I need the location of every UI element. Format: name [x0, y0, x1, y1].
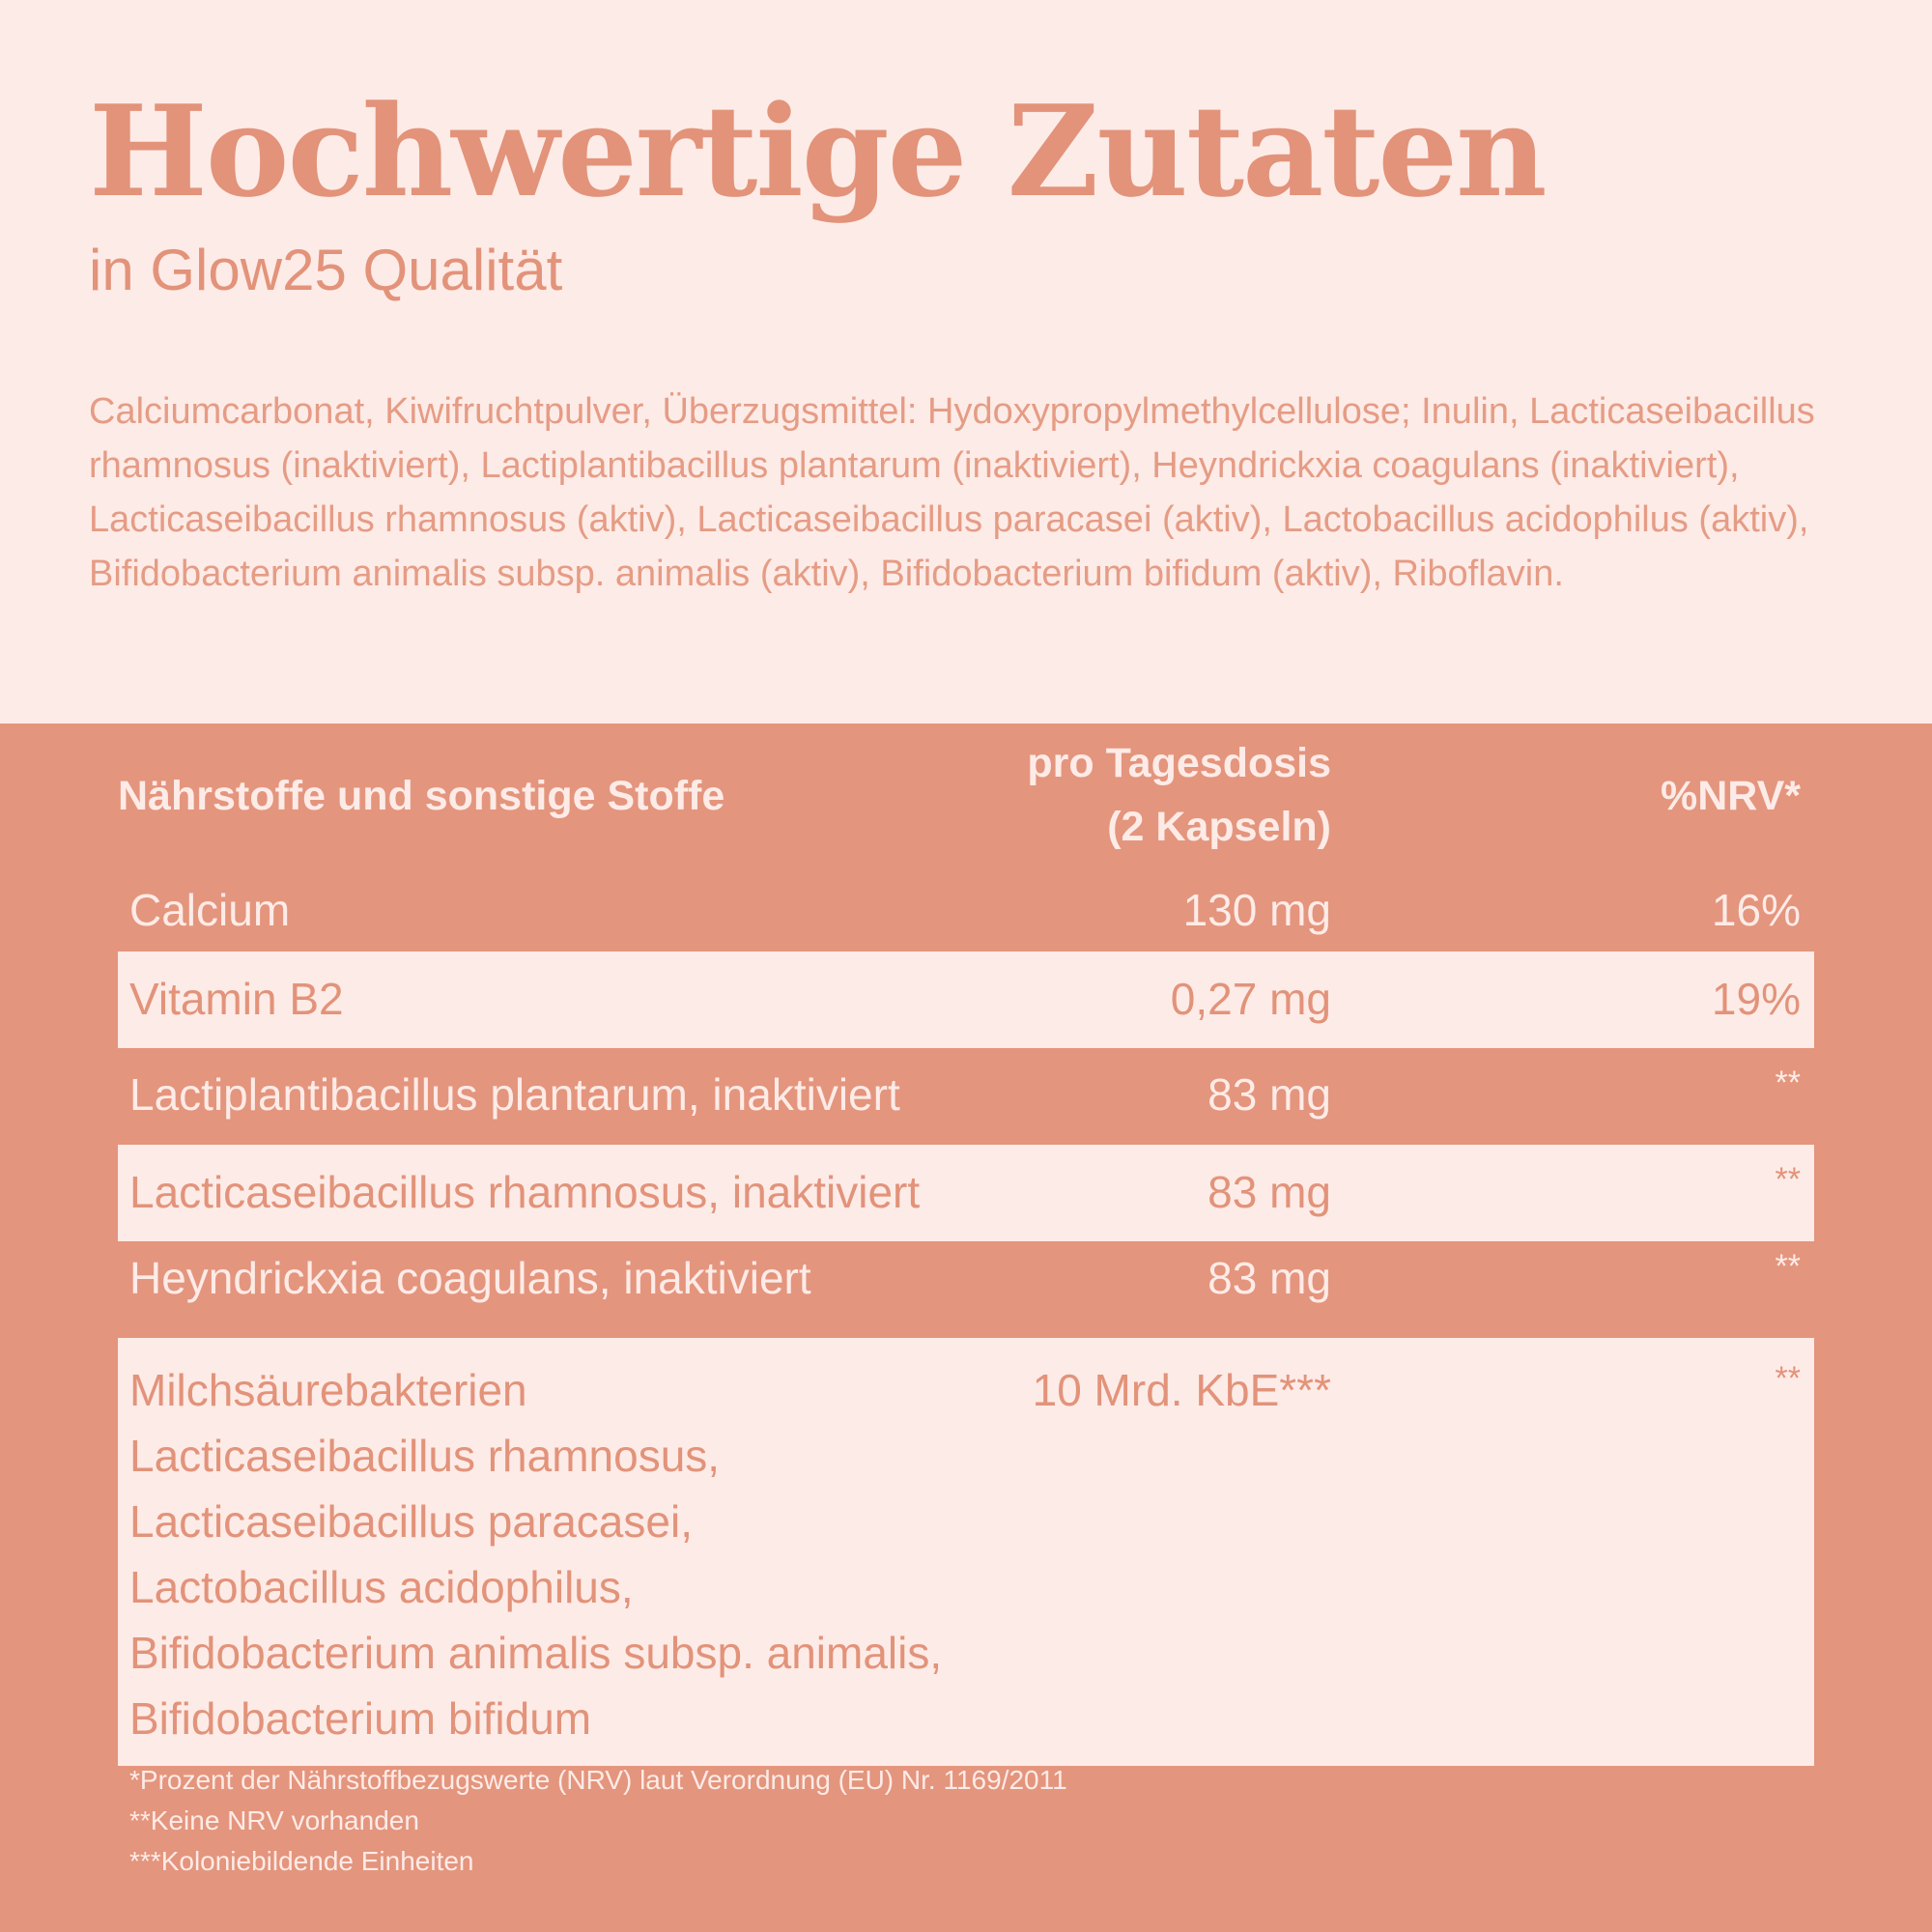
- table-row: [118, 1241, 1814, 1338]
- nutrient-name: Lactiplantibacillus plantarum, inaktiviert: [129, 1069, 900, 1120]
- footnote-no-nrv: **Keine NRV vorhanden: [129, 1805, 419, 1835]
- nutrient-nrv: **: [1775, 1360, 1801, 1397]
- page-subtitle: in Glow25 Qualität: [89, 238, 563, 302]
- footnote-cfu: ***Koloniebildende Einheiten: [129, 1846, 474, 1876]
- nutrient-name-list: [129, 1357, 942, 1751]
- column-header-dose: [1027, 731, 1331, 859]
- nutrient-name-line: Bifidobacterium animalis subsp. animalis,: [129, 1628, 943, 1678]
- nutrient-dose: 0,27 mg: [1170, 974, 1331, 1024]
- column-header-nutrients: Nährstoffe und sonstige Stoffe: [118, 773, 725, 819]
- nutrient-nrv: 16%: [1711, 885, 1801, 935]
- nutrient-name-line: Lacticaseibacillus paracasei,: [129, 1496, 693, 1547]
- nutrient-name-line: Milchsäurebakterien: [129, 1365, 527, 1415]
- nutrient-name-line: Lactobacillus acidophilus,: [129, 1562, 634, 1612]
- nutrient-name: Vitamin B2: [129, 974, 344, 1024]
- ingredients-list: Calciumcarbonat, Kiwifruchtpulver, Überzugsmittel: Hydoxypropylmethylcellulose; Inulin, Lacticaseibacillus rhamnosus (inaktiviert), Lactiplantibacillus plantarum (inaktiviert), Heyndrickxia coagulans (inaktiviert), Lacticaseibacillus rhamnosus (aktiv), Lacticaseibacillus paracasei (aktiv), Lactobacillus acidophilus (aktiv), Bifidobacterium animalis subsp. animalis (aktiv), Bifidobacterium bifidum (aktiv), Riboflavin.: [89, 391, 1815, 594]
- table-row: [118, 1048, 1814, 1145]
- nutrient-name-line: Bifidobacterium bifidum: [129, 1693, 592, 1744]
- footnotes: [129, 1760, 1067, 1882]
- table-header-row: [118, 731, 1814, 862]
- nutrient-nrv: **: [1775, 1065, 1801, 1101]
- table-row: [118, 1145, 1814, 1241]
- nutrient-nrv: **: [1775, 1161, 1801, 1198]
- footnote-nrv: *Prozent der Nährstoffbezugswerte (NRV) laut Verordnung (EU) Nr. 1169/2011: [129, 1765, 1067, 1795]
- nutrient-name: Calcium: [129, 885, 291, 935]
- column-header-nrv: %NRV*: [1661, 773, 1801, 819]
- page-title: Hochwertige Zutaten: [89, 77, 1546, 225]
- nutrient-dose: 10 Mrd. KbE***: [1032, 1365, 1331, 1415]
- table-row: [118, 952, 1814, 1048]
- column-header-dose-line2: (2 Kapseln): [1107, 804, 1331, 850]
- column-header-dose-line1: pro Tagesdosis: [1027, 740, 1331, 786]
- nutrient-nrv: **: [1775, 1248, 1801, 1285]
- nutrient-name: Heyndrickxia coagulans, inaktiviert: [129, 1253, 811, 1303]
- nutrient-dose: 83 mg: [1208, 1253, 1331, 1303]
- nutrient-dose: 130 mg: [1182, 885, 1331, 935]
- nutrient-name: Lacticaseibacillus rhamnosus, inaktiviert: [129, 1167, 921, 1217]
- table-row: [118, 869, 1814, 952]
- nutrient-dose: 83 mg: [1208, 1167, 1331, 1217]
- nutrient-nrv: 19%: [1711, 974, 1801, 1024]
- nutrient-name-line: Lacticaseibacillus rhamnosus,: [129, 1431, 721, 1481]
- nutrient-dose: 83 mg: [1208, 1069, 1331, 1120]
- nutrition-table: [0, 724, 1932, 1932]
- table-row: [118, 1338, 1814, 1766]
